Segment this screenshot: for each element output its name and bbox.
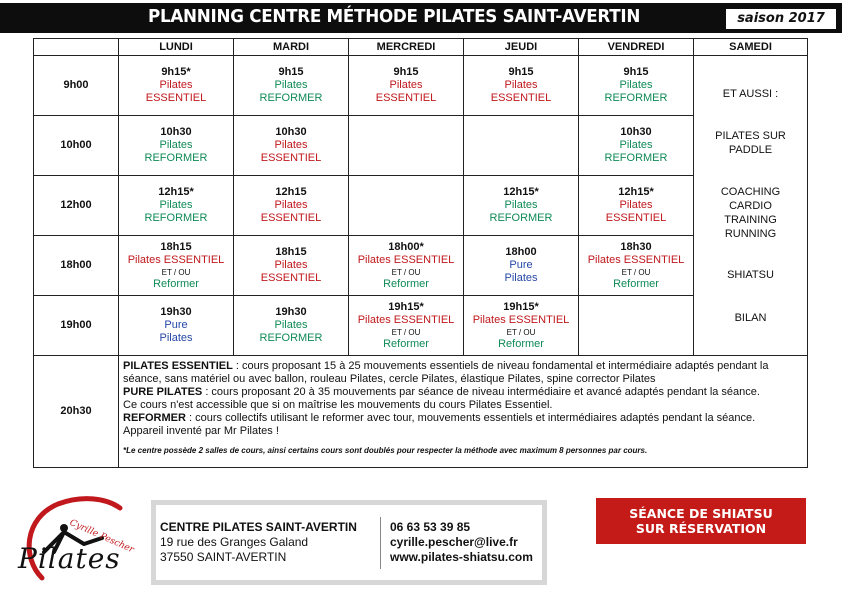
samedi-coaching-line4: RUNNING — [724, 228, 777, 240]
class-time: 12h15 — [275, 186, 307, 198]
class-cell — [464, 236, 579, 296]
class-name: Pilates — [274, 139, 308, 151]
class-type: REFORMER — [259, 332, 323, 344]
class-name: Pure — [509, 259, 533, 271]
class-cell — [349, 236, 464, 296]
table-row-description — [34, 356, 808, 468]
class-time: 9h15 — [393, 66, 419, 78]
class-time: 10h30 — [275, 126, 307, 138]
class-name: Pilates ESSENTIEL — [357, 253, 455, 266]
class-alt-type: Reformer — [498, 337, 544, 350]
class-name: Pilates — [159, 79, 193, 91]
class-type: ESSENTIEL — [260, 272, 322, 284]
class-name: Pilates — [619, 199, 653, 211]
table-row — [34, 116, 808, 176]
class-name: Pilates — [274, 199, 308, 211]
reformer-text: : cours collectifs utilisant le reformer avec tour, mouvements essentiels et intermédiaires adaptés pendant la séance. — [185, 412, 756, 424]
class-time: 18h00* — [388, 240, 424, 253]
class-time: 19h30 — [160, 306, 192, 318]
class-type: Pilates — [159, 332, 193, 344]
footnote: *Le centre possède 2 salles de cours, ainsi certains cours sont doublés pour respecter la méthode avec maximum 8 personnes par cours. — [123, 446, 648, 455]
class-time: 19h15* — [388, 300, 424, 313]
class-cell — [119, 236, 234, 296]
contact-box — [151, 500, 547, 585]
class-name: Pilates — [504, 199, 538, 211]
empty-cell — [349, 176, 464, 236]
essentiel-title: PILATES ESSENTIEL — [123, 360, 233, 372]
time-label: 19h00 — [34, 296, 119, 356]
class-time: 10h30 — [160, 126, 192, 138]
samedi-shiatsu: SHIATSU — [727, 269, 774, 281]
time-label: 20h30 — [34, 356, 119, 468]
class-cell — [119, 116, 234, 176]
website: www.pilates-shiatsu.com — [390, 550, 533, 564]
class-cell — [234, 116, 349, 176]
class-type: ESSENTIEL — [145, 92, 207, 104]
class-time: 19h30 — [275, 306, 307, 318]
table-row — [34, 176, 808, 236]
class-name: Pilates — [504, 79, 538, 91]
empty-cell — [349, 116, 464, 176]
class-cell — [119, 296, 234, 356]
class-time: 9h15* — [161, 66, 191, 78]
season-label: saison 2017 — [726, 9, 836, 29]
class-name: Pilates ESSENTIEL — [357, 313, 455, 326]
samedi-bilan: BILAN — [734, 312, 767, 324]
class-time: 12h15* — [503, 186, 539, 198]
pure-text: : cours proposant 20 à 35 mouvements par séance de niveau intermédiaire et avancé adaptés pendant la séance. — [202, 386, 760, 398]
class-time: 12h15* — [618, 186, 654, 198]
class-name: Pilates — [619, 139, 653, 151]
class-time: 19h15* — [503, 300, 539, 313]
class-cell — [119, 56, 234, 116]
city: 37550 SAINT-AVERTIN — [160, 550, 287, 564]
class-cell — [579, 116, 694, 176]
class-type: REFORMER — [259, 92, 323, 104]
pure-text-2: Ce cours n'est accessible que si on maîtrise les mouvements du cours Pilates Essentiel. — [123, 399, 553, 411]
class-cell — [234, 56, 349, 116]
class-time: 9h15 — [623, 66, 649, 78]
time-label: 12h00 — [34, 176, 119, 236]
schedule-table — [33, 38, 808, 468]
class-cell — [119, 176, 234, 236]
class-cell — [234, 176, 349, 236]
class-alt-type: Reformer — [613, 277, 659, 290]
street: 19 rue des Granges Galand — [160, 535, 309, 549]
table-row — [34, 296, 808, 356]
phone: 06 63 53 39 85 — [390, 520, 471, 534]
class-name: Pilates — [274, 79, 308, 91]
class-alt-separator: ET / OU — [391, 327, 421, 337]
class-time: 18h30 — [620, 240, 652, 253]
header-corner — [34, 39, 119, 56]
class-name: Pilates — [274, 259, 308, 271]
class-cell — [464, 56, 579, 116]
class-type: ESSENTIEL — [375, 92, 437, 104]
center-name: CENTRE PILATES SAINT-AVERTIN — [160, 520, 357, 534]
class-cell — [579, 176, 694, 236]
logo-signature: Cyrille Pescher — [67, 518, 136, 556]
class-time: 18h00 — [505, 246, 537, 258]
class-type: ESSENTIEL — [605, 212, 667, 224]
class-time: 18h15 — [275, 246, 307, 258]
day-header: JEUDI — [464, 39, 579, 56]
day-header: MERCREDI — [349, 39, 464, 56]
class-alt-separator: ET / OU — [506, 327, 536, 337]
class-alt-separator: ET / OU — [391, 267, 421, 277]
day-header: VENDREDI — [579, 39, 694, 56]
class-time: 10h30 — [620, 126, 652, 138]
class-alt-type: Reformer — [383, 277, 429, 290]
empty-cell — [579, 296, 694, 356]
page-title: PLANNING CENTRE MÉTHODE PILATES SAINT-AVERTIN — [148, 6, 641, 27]
pure-title: PURE PILATES — [123, 386, 203, 398]
class-type: ESSENTIEL — [490, 92, 552, 104]
essentiel-text: : cours proposant 15 à 25 mouvements essentiels de niveau fondamental et intermédiaire adaptés pendant la séance, sans matériel ou avec ballon, rouleau Pilates, cercle Pilates, élastique Pilates, spine corrector Pilates — [123, 360, 769, 385]
class-name: Pure — [164, 319, 188, 331]
table-header-row — [34, 39, 808, 56]
samedi-paddle-line1: PILATES SUR — [715, 130, 786, 142]
class-time: 12h15* — [158, 186, 194, 198]
day-header: LUNDI — [119, 39, 234, 56]
class-name: Pilates — [619, 79, 653, 91]
logo-word: Pilates — [18, 542, 121, 575]
class-alt-separator: ET / OU — [161, 267, 191, 277]
samedi-coaching-line2: CARDIO — [729, 200, 772, 212]
class-alt-separator: ET / OU — [621, 267, 651, 277]
day-header: MARDI — [234, 39, 349, 56]
header-bar — [0, 3, 842, 33]
class-name: Pilates ESSENTIEL — [127, 253, 225, 266]
email: cyrille.pescher@live.fr — [390, 535, 518, 549]
class-time: 9h15 — [508, 66, 534, 78]
class-cell — [234, 236, 349, 296]
time-label: 18h00 — [34, 236, 119, 296]
class-alt-type: Reformer — [153, 277, 199, 290]
class-cell — [234, 296, 349, 356]
class-type: REFORMER — [144, 212, 208, 224]
class-cell — [349, 296, 464, 356]
course-descriptions — [119, 356, 808, 468]
table-row — [34, 56, 808, 116]
samedi-coaching-line3: TRAINING — [724, 214, 777, 226]
class-type: REFORMER — [144, 152, 208, 164]
class-type: ESSENTIEL — [260, 212, 322, 224]
pilates-logo — [14, 492, 134, 588]
samedi-paddle-line2: PADDLE — [728, 144, 773, 156]
reformer-title: REFORMER — [123, 412, 186, 424]
contact-divider — [380, 517, 381, 569]
class-name: Pilates — [274, 319, 308, 331]
class-type: ESSENTIEL — [260, 152, 322, 164]
class-type: REFORMER — [604, 92, 668, 104]
shiatsu-banner — [596, 498, 806, 544]
class-name: Pilates — [159, 199, 193, 211]
class-alt-type: Reformer — [383, 337, 429, 350]
reformer-text-2: Appareil inventé par Mr Pilates ! — [123, 425, 279, 437]
class-type: Pilates — [504, 272, 538, 284]
address-block — [160, 520, 357, 565]
day-header: SAMEDI — [694, 39, 808, 56]
class-time: 9h15 — [278, 66, 304, 78]
class-name: Pilates — [159, 139, 193, 151]
samedi-column — [694, 56, 808, 356]
class-cell — [464, 176, 579, 236]
empty-cell — [464, 116, 579, 176]
table-row — [34, 236, 808, 296]
class-cell — [579, 56, 694, 116]
class-name: Pilates — [389, 79, 423, 91]
class-type: REFORMER — [604, 152, 668, 164]
class-name: Pilates ESSENTIEL — [587, 253, 685, 266]
class-cell — [464, 296, 579, 356]
time-label: 10h00 — [34, 116, 119, 176]
class-time: 18h15 — [160, 240, 192, 253]
contact-details — [390, 520, 533, 565]
banner-line2: SUR RÉSERVATION — [635, 521, 767, 536]
class-name: Pilates ESSENTIEL — [472, 313, 570, 326]
class-type: REFORMER — [489, 212, 553, 224]
class-cell — [579, 236, 694, 296]
samedi-et-aussi: ET AUSSI : — [722, 88, 779, 100]
class-cell — [349, 56, 464, 116]
time-label: 9h00 — [34, 56, 119, 116]
banner-line1: SÉANCE DE SHIATSU — [629, 506, 773, 521]
samedi-coaching-line1: COACHING — [720, 186, 781, 198]
